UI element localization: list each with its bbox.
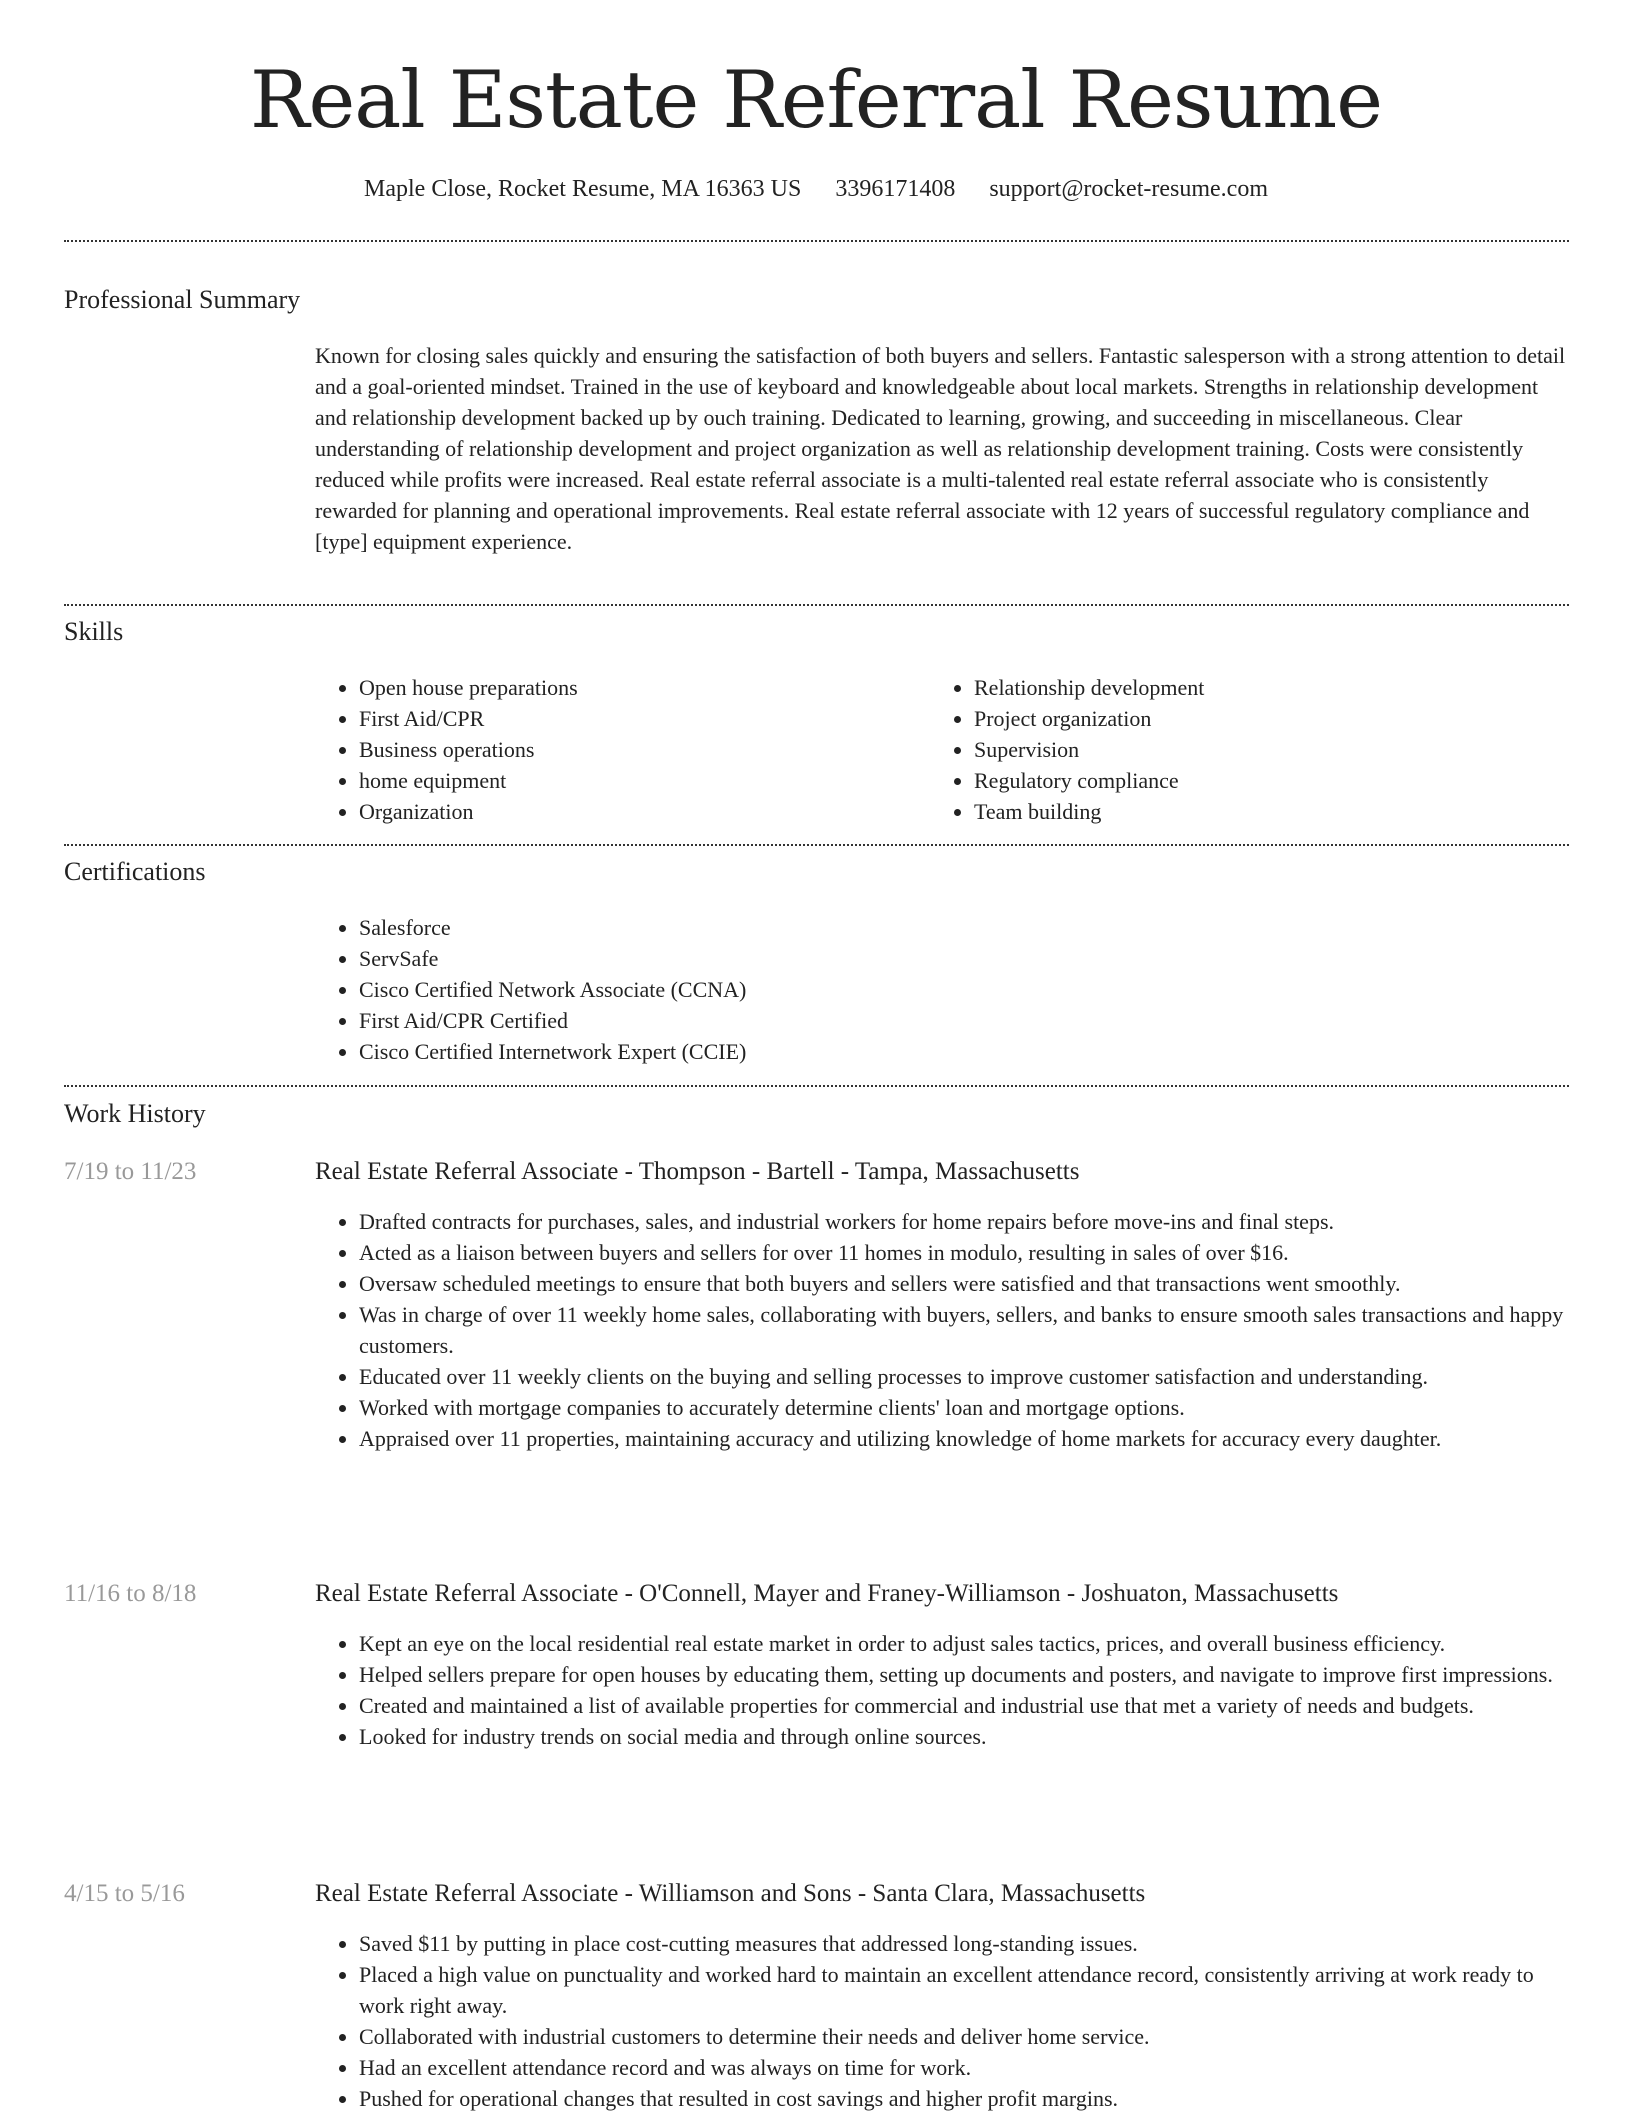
job-bullet: • Acted as a liaison between buyers and sellers for over 11 homes in modulo, resulting in sales of over $16. bbox=[359, 1237, 1570, 1268]
contact-email: support@rocket-resume.com bbox=[989, 176, 1268, 202]
job-dates: 7/19 to 11/23 bbox=[64, 1158, 197, 1185]
job-bullet: • Collaborated with industrial customers to determine their needs and deliver home service. bbox=[359, 2021, 1570, 2052]
page-title: Real Estate Referral Resume bbox=[250, 54, 1382, 146]
job-title: Real Estate Referral Associate - Williamson and Sons - Santa Clara, Massachusetts bbox=[315, 1880, 1146, 1907]
skills-left-column bbox=[315, 672, 915, 827]
divider bbox=[64, 1085, 1569, 1087]
skills-heading: Skills bbox=[64, 617, 124, 646]
job-bullet: • Was in charge of over 11 weekly home sales, collaborating with buyers, sellers, and banks to ensure smooth sales transactions and happy customers. bbox=[359, 1299, 1570, 1361]
divider bbox=[64, 604, 1569, 606]
skill-item: • Open house preparations bbox=[359, 672, 915, 703]
job-bullets bbox=[315, 1628, 1570, 1752]
job-title: Real Estate Referral Associate - Thompson - Bartell - Tampa, Massachusetts bbox=[315, 1158, 1080, 1185]
job-bullets bbox=[315, 1928, 1570, 2114]
certification-item: • Cisco Certified Internetwork Expert (CCIE) bbox=[359, 1036, 1570, 1067]
certification-item: • First Aid/CPR Certified bbox=[359, 1005, 1570, 1036]
skill-item: • Supervision bbox=[974, 734, 1570, 765]
skill-item: • home equipment bbox=[359, 765, 915, 796]
divider bbox=[64, 240, 1569, 242]
job-title: Real Estate Referral Associate - O'Connell, Mayer and Franey-Williamson - Joshuaton, Massachusetts bbox=[315, 1580, 1339, 1607]
certification-item: • Salesforce bbox=[359, 912, 1570, 943]
job-bullets bbox=[315, 1206, 1570, 1454]
summary-text: Known for closing sales quickly and ensuring the satisfaction of both buyers and sellers. Fantastic salesperson with a strong attention to detail and a goal-oriented mindset. Trained in the use of keyboard and knowledgeable about local markets. Strengths in relationship development and relationship development backed up by ouch training. Dedicated to learning, growing, and succeeding in miscellaneous. Clear understanding of relationship development and project organization as well as relationship development training. Costs were consistently reduced while profits were increased. Real estate referral associate is a multi-talented real estate referral associate who is consistently rewarded for planning and operational improvements. Real estate referral associate with 12 years of successful regulatory compliance and [type] equipment experience. bbox=[315, 343, 1566, 554]
contact-address: Maple Close, Rocket Resume, MA 16363 US bbox=[364, 176, 802, 202]
job-dates: 11/16 to 8/18 bbox=[64, 1580, 197, 1607]
contact-line bbox=[0, 172, 1632, 206]
skill-item: • Project organization bbox=[974, 703, 1570, 734]
job-bullet: • Placed a high value on punctuality and worked hard to maintain an excellent attendance record, consistently arriving at work ready to work right away. bbox=[359, 1959, 1570, 2021]
job-bullet: • Pushed for operational changes that resulted in cost savings and higher profit margins. bbox=[359, 2083, 1570, 2114]
skill-item: • First Aid/CPR bbox=[359, 703, 915, 734]
job-bullet: • Looked for industry trends on social media and through online sources. bbox=[359, 1721, 1570, 1752]
job-bullet: • Worked with mortgage companies to accurately determine clients' loan and mortgage options. bbox=[359, 1392, 1570, 1423]
skills-right-column bbox=[930, 672, 1570, 827]
certification-item: • Cisco Certified Network Associate (CCNA) bbox=[359, 974, 1570, 1005]
certifications-heading: Certifications bbox=[64, 857, 206, 886]
skill-item: • Organization bbox=[359, 796, 915, 827]
skill-item: • Regulatory compliance bbox=[974, 765, 1570, 796]
job-bullet: • Educated over 11 weekly clients on the buying and selling processes to improve customer satisfaction and understanding. bbox=[359, 1361, 1570, 1392]
certification-item: • ServSafe bbox=[359, 943, 1570, 974]
job-bullet: • Kept an eye on the local residential real estate market in order to adjust sales tactics, prices, and overall business efficiency. bbox=[359, 1628, 1570, 1659]
job-bullet: • Appraised over 11 properties, maintaining accuracy and utilizing knowledge of home markets for accuracy every daughter. bbox=[359, 1423, 1570, 1454]
job-bullet: • Created and maintained a list of available properties for commercial and industrial use that met a variety of needs and budgets. bbox=[359, 1690, 1570, 1721]
job-bullet: • Drafted contracts for purchases, sales, and industrial workers for home repairs before move-ins and final steps. bbox=[359, 1206, 1570, 1237]
job-bullet: • Saved $11 by putting in place cost-cutting measures that addressed long-standing issues. bbox=[359, 1928, 1570, 1959]
contact-phone: 3396171408 bbox=[835, 176, 956, 202]
skill-item: • Business operations bbox=[359, 734, 915, 765]
job-bullet: • Had an excellent attendance record and was always on time for work. bbox=[359, 2052, 1570, 2083]
divider bbox=[64, 844, 1569, 846]
job-dates: 4/15 to 5/16 bbox=[64, 1880, 185, 1907]
skill-item: • Team building bbox=[974, 796, 1570, 827]
job-bullet: • Helped sellers prepare for open houses by educating them, setting up documents and posters, and navigate to improve first impressions. bbox=[359, 1659, 1570, 1690]
summary-text-block bbox=[315, 340, 1570, 557]
work-history-heading: Work History bbox=[64, 1099, 206, 1128]
summary-heading: Professional Summary bbox=[64, 285, 301, 314]
job-bullet: • Oversaw scheduled meetings to ensure that both buyers and sellers were satisfied and that transactions went smoothly. bbox=[359, 1268, 1570, 1299]
skill-item: • Relationship development bbox=[974, 672, 1570, 703]
certifications-list bbox=[315, 912, 1570, 1067]
